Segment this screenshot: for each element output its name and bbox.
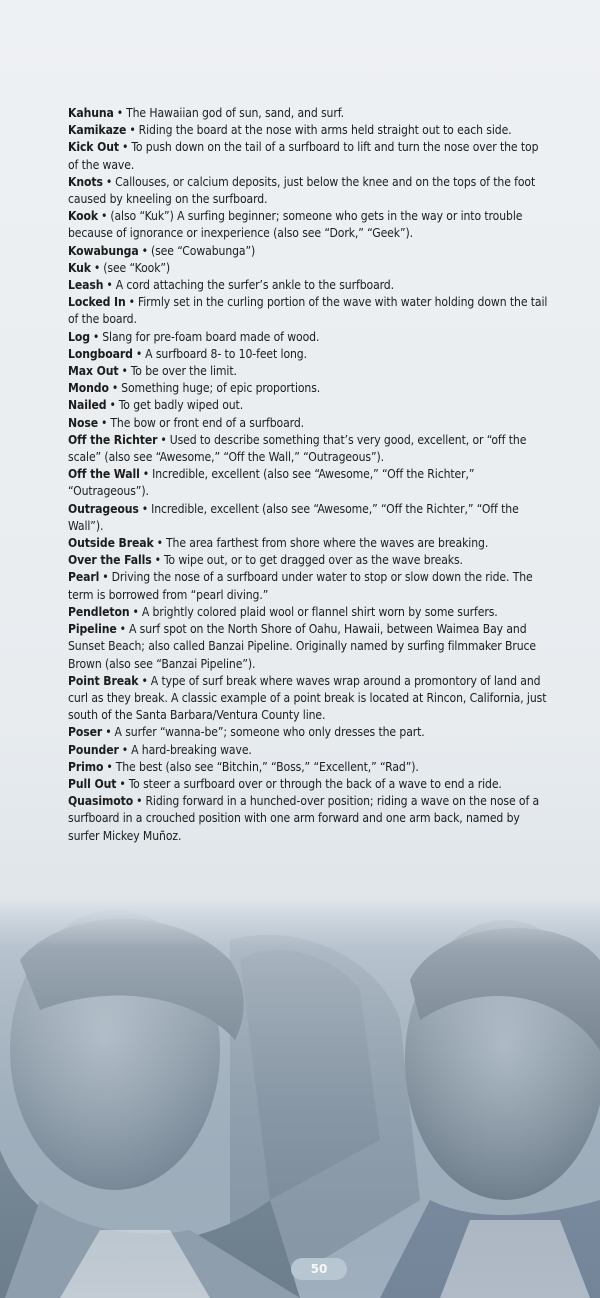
entry-definition: Driving the nose of a surfboard under water to stop or slow down the ride. The term is borrowed from “pearl diving.” xyxy=(68,570,533,602)
entry-term: Locked In xyxy=(68,295,126,310)
entry-separator: • xyxy=(141,673,148,688)
entry-separator: • xyxy=(93,260,101,275)
entry-term: Leash xyxy=(68,278,104,293)
entry-term: Poser xyxy=(68,725,103,740)
glossary-entry xyxy=(68,105,550,122)
entry-separator: • xyxy=(105,725,112,740)
entry-definition: Incredible, excellent (also see “Awesome,” “Off the Richter,” “Outrageous”). xyxy=(68,467,475,499)
entry-term: Point Break xyxy=(68,673,139,688)
entry-definition: A hard-breaking wave. xyxy=(131,742,252,757)
entry-separator: • xyxy=(92,329,100,344)
entry-term: Mondo xyxy=(68,381,109,396)
glossary-entry xyxy=(68,277,550,294)
entry-separator: • xyxy=(116,106,124,120)
entry-separator: • xyxy=(119,622,126,637)
entry-term: Over the Falls xyxy=(68,553,152,568)
entry-term: Off the Wall xyxy=(68,467,140,482)
glossary-entry xyxy=(68,346,550,363)
entry-term: Pounder xyxy=(68,742,119,757)
glossary-entry xyxy=(68,793,550,845)
glossary-entry xyxy=(68,243,550,260)
entry-term: Quasimoto xyxy=(68,794,134,809)
entry-separator: • xyxy=(101,415,108,430)
entry-definition: The area farthest from shore where the waves are breaking. xyxy=(166,536,489,551)
entry-separator: • xyxy=(129,123,136,138)
glossary-entry xyxy=(68,535,550,552)
entry-separator: • xyxy=(142,467,150,482)
entry-separator: • xyxy=(106,278,113,293)
entry-definition: (also “Kuk”) A surfing beginner; someone who gets in the way or into trouble because of ignorance or inexperience (also see “Dork,” “Geek”). xyxy=(68,209,523,241)
entry-definition: Firmly set in the curling portion of the wave with water holding down the tail of the board. xyxy=(68,295,548,327)
entry-definition: (see “Cowabunga”) xyxy=(150,243,256,258)
entry-term: Kuk xyxy=(68,260,91,275)
entry-separator: • xyxy=(154,553,161,568)
entry-term: Kahuna xyxy=(68,106,114,120)
entry-term: Nose xyxy=(68,415,99,430)
entry-separator: • xyxy=(109,398,116,413)
glossary-entry xyxy=(68,552,550,569)
entry-definition: A brightly colored plaid wool or flannel shirt worn by some surfers. xyxy=(141,604,498,619)
entry-separator: • xyxy=(111,381,119,396)
entry-separator: • xyxy=(106,759,113,774)
glossary-entry xyxy=(68,415,550,432)
entry-term: Pipeline xyxy=(68,622,117,637)
glossary-entry xyxy=(68,329,550,346)
glossary-entry xyxy=(68,604,550,621)
entry-separator: • xyxy=(101,209,108,224)
entry-separator: • xyxy=(135,346,143,361)
glossary-list xyxy=(68,105,550,845)
entry-definition: A cord attaching the surfer’s ankle to the surfboard. xyxy=(115,278,394,293)
entry-term: Kook xyxy=(68,209,99,224)
entry-definition: The bow or front end of a surfboard. xyxy=(110,415,304,430)
entry-term: Kowabunga xyxy=(68,243,139,258)
glossary-entry xyxy=(68,294,550,328)
entry-separator: • xyxy=(156,536,163,551)
entry-term: Outrageous xyxy=(68,501,139,516)
entry-definition: The Hawaiian god of sun, sand, and surf. xyxy=(126,106,344,120)
glossary-entry xyxy=(68,621,550,673)
entry-term: Pearl xyxy=(68,570,100,585)
surfers-photo xyxy=(0,900,600,1298)
entry-separator: • xyxy=(132,604,139,619)
entry-definition: A surfboard 8- to 10-feet long. xyxy=(145,346,307,361)
entry-term: Kick Out xyxy=(68,140,120,155)
entry-separator: • xyxy=(122,140,129,155)
glossary-entry xyxy=(68,724,550,741)
glossary-entry xyxy=(68,432,550,466)
glossary-entry xyxy=(68,260,550,277)
glossary-entry xyxy=(68,673,550,725)
entry-term: Pull Out xyxy=(68,776,117,791)
entry-term: Longboard xyxy=(68,346,133,361)
entry-definition: A surfer “wanna-be”; someone who only dresses the part. xyxy=(114,725,425,740)
entry-term: Nailed xyxy=(68,398,107,413)
glossary-entry xyxy=(68,174,550,208)
entry-definition: To be over the limit. xyxy=(130,364,237,379)
entry-definition: Slang for pre-foam board made of wood. xyxy=(102,329,320,344)
glossary-entry xyxy=(68,466,550,500)
glossary-entry xyxy=(68,363,550,380)
entry-definition: The best (also see “Bitchin,” “Boss,” “Excellent,” “Rad”). xyxy=(115,759,419,774)
glossary-entry xyxy=(68,139,550,173)
entry-definition: (see “Kook”) xyxy=(103,260,171,275)
entry-term: Off the Richter xyxy=(68,432,158,447)
entry-definition: A type of surf break where waves wrap around a promontory of land and curl as they break. A classic example of a point break is located at Rincon, California, just south of the Santa Barbara/Ventura County line. xyxy=(68,673,547,723)
glossary-entry xyxy=(68,569,550,603)
entry-separator: • xyxy=(136,794,143,809)
entry-separator: • xyxy=(105,174,113,189)
entry-separator: • xyxy=(121,742,129,757)
entry-definition: Incredible, excellent (also see “Awesome,” “Off the Richter,” “Off the Wall”). xyxy=(68,501,519,533)
entry-separator: • xyxy=(121,364,128,379)
entry-term: Pendleton xyxy=(68,604,130,619)
glossary-entry xyxy=(68,776,550,793)
entry-separator: • xyxy=(141,243,148,258)
entry-separator: • xyxy=(102,570,109,585)
entry-definition: A surf spot on the North Shore of Oahu, Hawaii, between Waimea Bay and Sunset Beach; also called Banzai Pipeline. Originally named by surfing filmmaker Bruce Brown (also see “Banzai Pipeline”). xyxy=(68,622,536,671)
entry-separator: • xyxy=(119,776,126,791)
entry-definition: Used to describe something that’s very good, excellent, or “off the scale” (also see “Awesome,” “Off the Wall,” “Outrageous”). xyxy=(68,432,527,465)
entry-separator: • xyxy=(128,295,135,310)
entry-definition: To steer a surfboard over or through the back of a wave to end a ride. xyxy=(128,776,502,791)
glossary-entry xyxy=(68,122,550,139)
entry-definition: Riding forward in a hunched-over position; riding a wave on the nose of a surfboard in a crouched position with one arm forward and one arm back, named by surfer Mickey Muñoz. xyxy=(68,794,540,843)
entry-term: Max Out xyxy=(68,364,119,379)
entry-definition: Something huge; of epic proportions. xyxy=(121,381,321,396)
glossary-entry xyxy=(68,742,550,759)
entry-separator: • xyxy=(160,432,167,447)
entry-term: Primo xyxy=(68,759,104,774)
entry-definition: To push down on the tail of a surfboard to lift and turn the nose over the top of the wave. xyxy=(68,140,539,172)
entry-term: Log xyxy=(68,329,90,344)
entry-definition: To wipe out, or to get dragged over as the wave breaks. xyxy=(163,553,463,568)
entry-definition: To get badly wiped out. xyxy=(118,398,244,413)
glossary-entry xyxy=(68,380,550,397)
glossary-entry xyxy=(68,501,550,535)
page-number: 50 xyxy=(291,1258,347,1280)
entry-term: Outside Break xyxy=(68,536,154,551)
entry-definition: Callouses, or calcium deposits, just below the knee and on the tops of the foot caused by kneeling on the surfboard. xyxy=(68,174,536,207)
entry-definition: Riding the board at the nose with arms held straight out to each side. xyxy=(138,123,512,138)
glossary-entry xyxy=(68,208,550,242)
entry-term: Kamikaze xyxy=(68,123,127,138)
glossary-entry xyxy=(68,397,550,414)
entry-term: Knots xyxy=(68,174,103,189)
glossary-entry xyxy=(68,759,550,776)
entry-separator: • xyxy=(141,501,149,516)
